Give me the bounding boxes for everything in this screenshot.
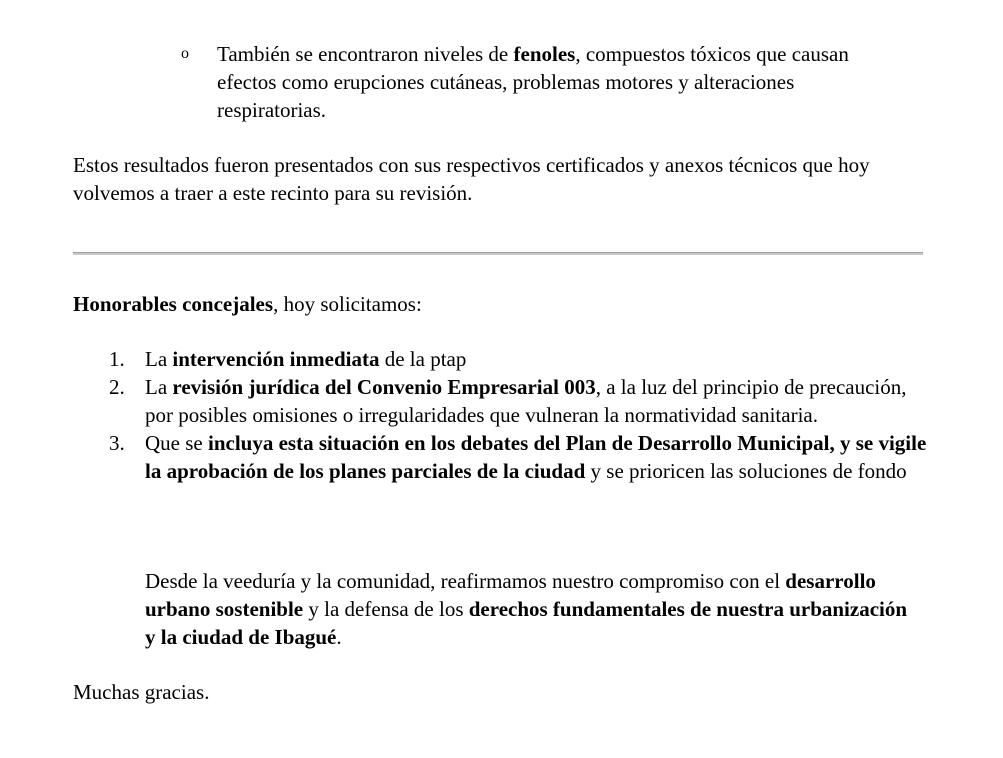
requests-list [73, 345, 933, 485]
closing-bold: desarrollo urbano sostenible [145, 569, 876, 621]
list-item-text: , a la luz del principio de precaución, por posibles omisiones o irregularidades que vulneran la normatividad sanitaria. [145, 375, 907, 427]
list-item-text: La [145, 347, 173, 371]
bullet-marker: o [181, 45, 189, 62]
request-bold: Honorables concejales [73, 292, 274, 316]
list-item-bold: intervención inmediata [172, 347, 380, 371]
list-item-text: y se prioricen las soluciones de fondo [585, 459, 907, 483]
request-paragraph [73, 290, 923, 318]
list-item-number: 2. [109, 375, 125, 399]
list-item-text: La [145, 375, 173, 399]
closing-text: y la defensa de los [303, 597, 469, 621]
list-item-text: Que se [145, 431, 208, 455]
list-item-number: 1. [109, 347, 125, 371]
bullet-text-part: , compuestos tóxicos que causan efectos como erupciones cutáneas, problemas motores y alteraciones respiratorias. [217, 42, 849, 122]
list-item-number: 3. [109, 431, 125, 455]
closing-bold: derechos fundamentales de nuestra urbanización y la ciudad de Ibagué [145, 597, 908, 649]
horizontal-divider [73, 252, 923, 255]
list-item-text: de la ptap [379, 347, 467, 371]
bullet-text [217, 40, 897, 124]
thanks-paragraph: Muchas gracias. [73, 680, 210, 704]
closing-text: . [336, 625, 342, 649]
results-paragraph: Estos resultados fueron presentados con sus respectivos certificados y anexos técnicos que hoy volvemos a traer a este recinto para su revisión. [73, 153, 870, 205]
closing-paragraph [145, 567, 915, 651]
bullet-text-part: También se encontraron niveles de [217, 42, 514, 66]
list-item-bold: incluya esta situación en los debates del Plan de Desarrollo Municipal, y se vigile la aprobación de los planes parciales de la ciudad [145, 431, 927, 483]
list-item [73, 429, 933, 485]
list-item [73, 373, 933, 429]
list-item-bold: revisión jurídica del Convenio Empresarial 003 [172, 375, 596, 399]
list-item [73, 345, 933, 373]
bullet-bold-fenoles: fenoles [513, 42, 576, 66]
request-text: , hoy solicitamos: [273, 292, 422, 316]
closing-text: Desde la veeduría y la comunidad, reafirmamos nuestro compromiso con el [145, 569, 786, 593]
